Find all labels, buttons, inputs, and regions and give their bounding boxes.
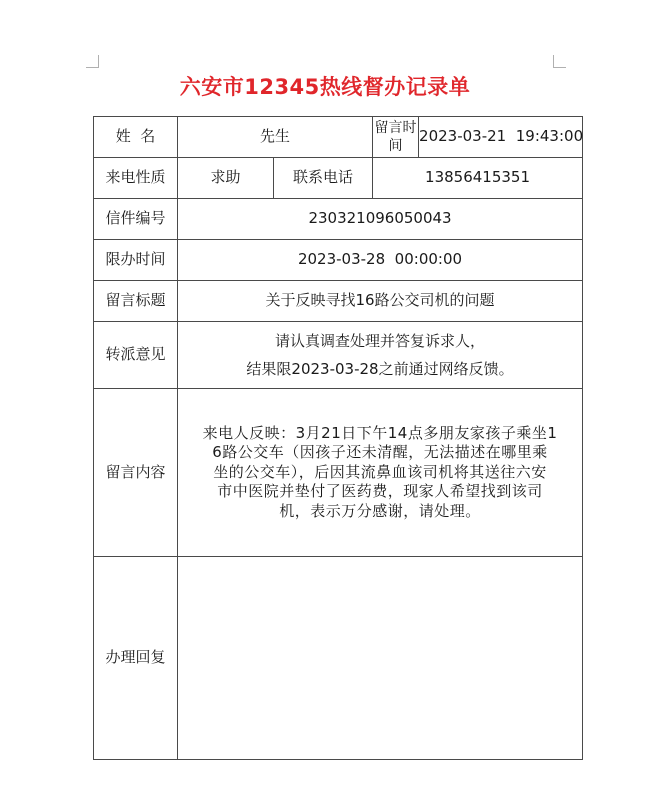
row-message-content — [94, 389, 583, 557]
row-letter-number — [94, 199, 583, 240]
row-call-type — [94, 158, 583, 199]
message-content-label: 留言内容 — [94, 389, 178, 557]
content-line: 市中医院并垫付了医药费，现家人希望找到该司 — [217, 482, 543, 501]
transfer-opinion-value — [178, 322, 583, 389]
content-line: 6路公交车（因孩子还未清醒，无法描述在哪里乘 — [212, 443, 548, 462]
deadline-label: 限办时间 — [94, 240, 178, 281]
handling-reply-value — [178, 557, 583, 760]
page-corner-mark-top-right — [553, 55, 566, 68]
content-line: 来电人反映：3月21日下午14点多朋友家孩子乘坐1 — [202, 423, 558, 442]
message-content-value — [178, 389, 583, 557]
row-transfer-opinion — [94, 322, 583, 389]
subject-label: 留言标题 — [94, 281, 178, 322]
phone-label: 联系电话 — [274, 158, 373, 199]
letter-number-label: 信件编号 — [94, 199, 178, 240]
name-label: 姓 名 — [94, 117, 178, 158]
name-value: 先生 — [178, 117, 373, 158]
record-table — [93, 116, 583, 760]
row-handling-reply — [94, 557, 583, 760]
page-corner-mark-top-left — [86, 55, 99, 68]
transfer-opinion-label: 转派意见 — [94, 322, 178, 389]
row-name — [94, 117, 583, 158]
document-title: 六安市12345热线督办记录单 — [179, 75, 471, 99]
call-type-label: 来电性质 — [94, 158, 178, 199]
content-line: 机，表示万分感谢，请处理。 — [279, 501, 481, 520]
message-time-label: 留言时间 — [373, 117, 419, 158]
subject-value: 关于反映寻找16路公交司机的问题 — [178, 281, 583, 322]
transfer-opinion-line-1: 请认真调查处理并答复诉求人， — [275, 332, 486, 350]
phone-value: 13856415351 — [373, 158, 583, 199]
row-deadline — [94, 240, 583, 281]
message-time-value: 2023-03-21 19:43:00 — [419, 117, 583, 158]
letter-number-value: 230321096050043 — [178, 199, 583, 240]
content-line: 坐的公交车），后因其流鼻血该司机将其送往六安 — [213, 462, 547, 481]
row-subject — [94, 281, 583, 322]
call-type-value: 求助 — [178, 158, 274, 199]
transfer-opinion-line-2: 结果限2023-03-28之前通过网络反馈。 — [246, 360, 514, 378]
deadline-value: 2023-03-28 00:00:00 — [178, 240, 583, 281]
handling-reply-label: 办理回复 — [94, 557, 178, 760]
